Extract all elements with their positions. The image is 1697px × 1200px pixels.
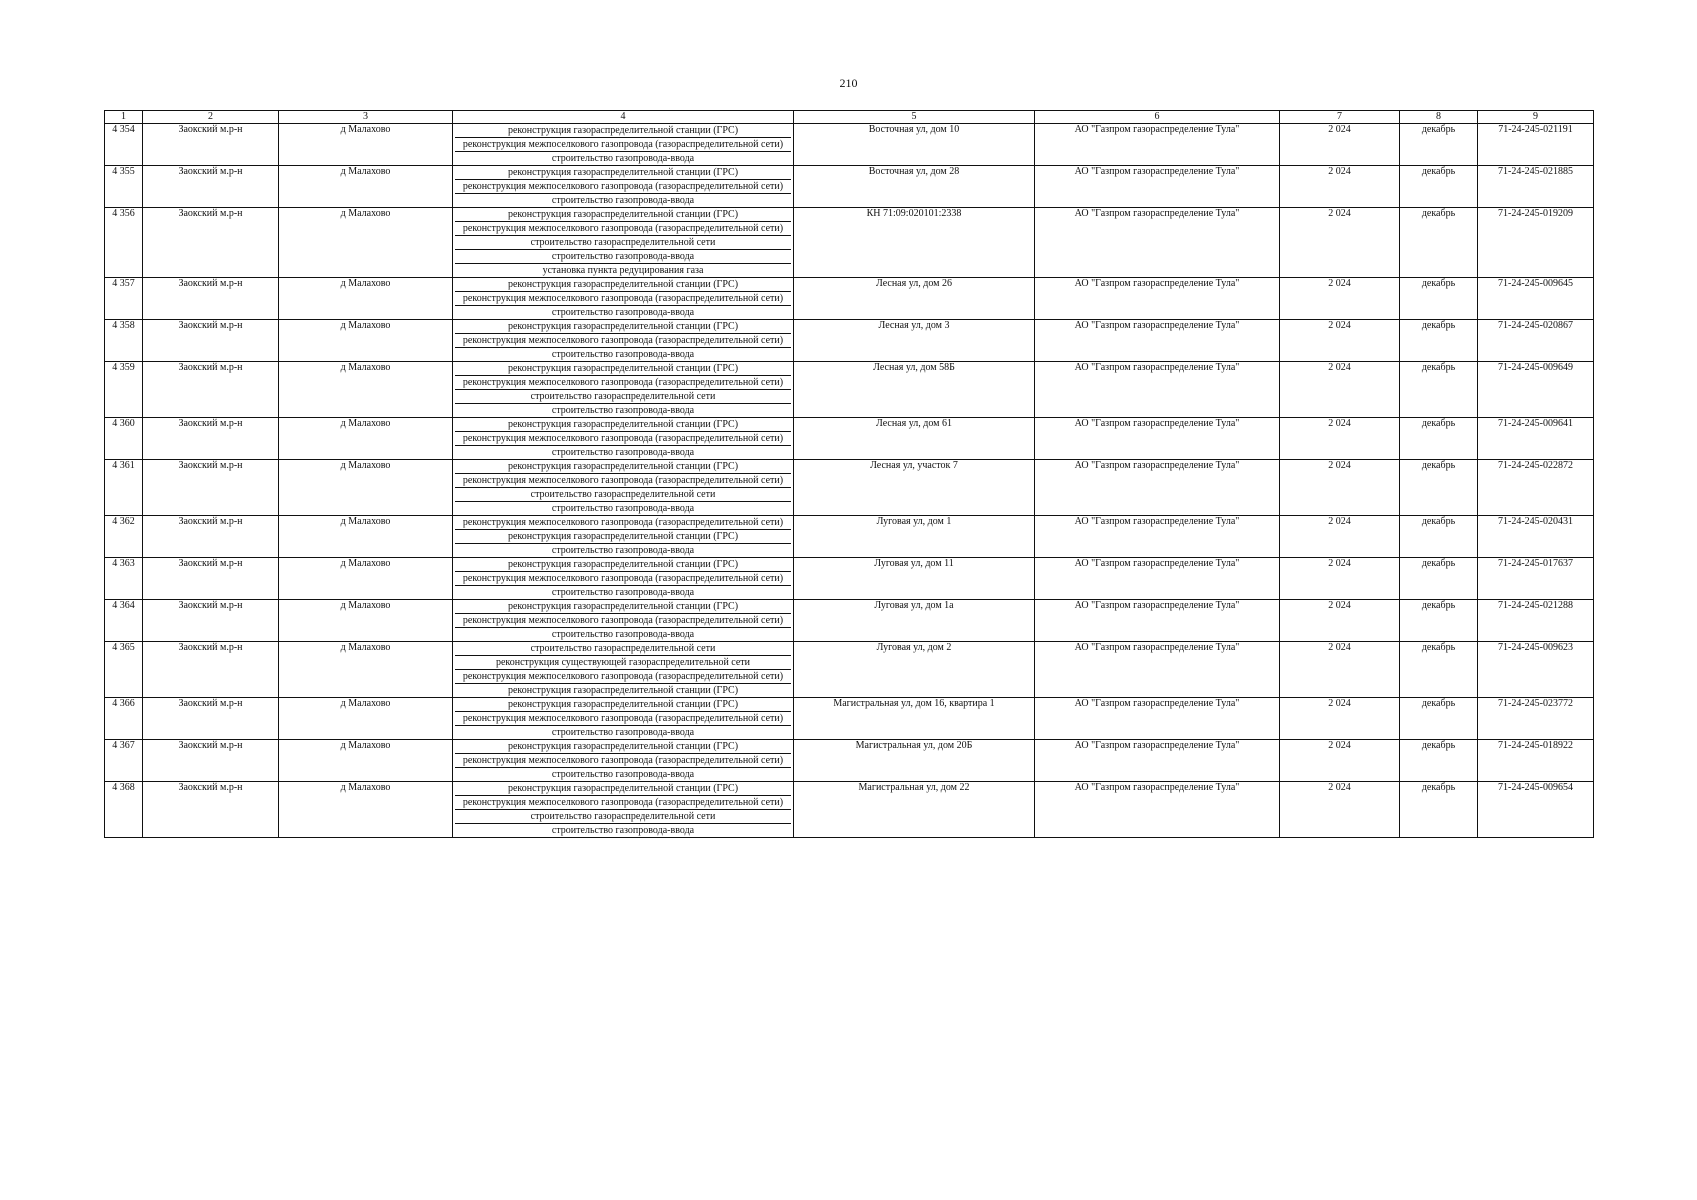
- locality-cell: д Малахово: [279, 166, 453, 208]
- work-item: реконструкция межпоселкового газопровода (газораспределительной сети): [455, 431, 791, 445]
- organization-cell: АО "Газпром газораспределение Тула": [1035, 740, 1280, 782]
- work-item: реконструкция газораспределительной станции (ГРС): [507, 167, 739, 178]
- work-item: строительство газопровода-ввода: [455, 249, 791, 263]
- work-item: установка пункта редуцирования газа: [455, 263, 791, 277]
- address-cell: Восточная ул, дом 28: [794, 166, 1035, 208]
- year-cell: 2 024: [1280, 558, 1400, 600]
- district-cell: Заокский м.р-н: [143, 124, 279, 166]
- work-item: реконструкция межпоселкового газопровода (газораспределительной сети): [455, 753, 791, 767]
- locality-cell: д Малахово: [279, 418, 453, 460]
- table-row: [105, 320, 1594, 362]
- code-cell: 71-24-245-022872: [1478, 460, 1594, 516]
- work-item: реконструкция существующей газораспределительной сети: [455, 655, 791, 669]
- address-cell: Лесная ул, дом 61: [794, 418, 1035, 460]
- organization-cell: АО "Газпром газораспределение Тула": [1035, 600, 1280, 642]
- month-cell: декабрь: [1400, 516, 1478, 558]
- address-cell: Магистральная ул, дом 22: [794, 782, 1035, 838]
- code-cell: 71-24-245-017637: [1478, 558, 1594, 600]
- works-cell: [453, 740, 794, 782]
- code-cell: 71-24-245-023772: [1478, 698, 1594, 740]
- work-item: строительство газопровода-ввода: [455, 823, 791, 837]
- work-item: реконструкция межпоселкового газопровода (газораспределительной сети): [455, 291, 791, 305]
- row-number: 4 361: [105, 460, 143, 516]
- locality-cell: д Малахово: [279, 516, 453, 558]
- works-cell: [453, 782, 794, 838]
- column-header: 6: [1035, 111, 1280, 124]
- code-cell: 71-24-245-019209: [1478, 208, 1594, 278]
- organization-cell: АО "Газпром газораспределение Тула": [1035, 362, 1280, 418]
- works-cell: [453, 642, 794, 698]
- work-item: реконструкция газораспределительной станции (ГРС): [507, 699, 739, 710]
- table-row: [105, 460, 1594, 516]
- column-header: 5: [794, 111, 1035, 124]
- table-row: [105, 362, 1594, 418]
- page-number: 210: [839, 76, 858, 90]
- works-cell: [453, 698, 794, 740]
- work-item: строительство газопровода-ввода: [455, 585, 791, 599]
- work-item: реконструкция газораспределительной станции (ГРС): [507, 461, 739, 472]
- district-cell: Заокский м.р-н: [143, 166, 279, 208]
- year-cell: 2 024: [1280, 208, 1400, 278]
- work-item: строительство газопровода-ввода: [455, 193, 791, 207]
- work-item: строительство газопровода-ввода: [455, 725, 791, 739]
- year-cell: 2 024: [1280, 698, 1400, 740]
- code-cell: 71-24-245-018922: [1478, 740, 1594, 782]
- work-item: реконструкция газораспределительной станции (ГРС): [507, 559, 739, 570]
- works-cell: [453, 208, 794, 278]
- work-item: реконструкция межпоселкового газопровода (газораспределительной сети): [455, 571, 791, 585]
- work-item: строительство газопровода-ввода: [455, 151, 791, 165]
- locality-cell: д Малахово: [279, 600, 453, 642]
- column-header: 7: [1280, 111, 1400, 124]
- year-cell: 2 024: [1280, 782, 1400, 838]
- work-item: реконструкция газораспределительной станции (ГРС): [455, 529, 791, 543]
- code-cell: 71-24-245-009654: [1478, 782, 1594, 838]
- month-cell: декабрь: [1400, 320, 1478, 362]
- table-row: [105, 516, 1594, 558]
- row-number: 4 366: [105, 698, 143, 740]
- table-row: [105, 740, 1594, 782]
- year-cell: 2 024: [1280, 278, 1400, 320]
- table-row: [105, 166, 1594, 208]
- work-item: реконструкция газораспределительной станции (ГРС): [507, 279, 739, 290]
- address-cell: Лесная ул, дом 3: [794, 320, 1035, 362]
- column-header: 4: [453, 111, 794, 124]
- month-cell: декабрь: [1400, 642, 1478, 698]
- work-item: строительство газопровода-ввода: [455, 543, 791, 557]
- district-cell: Заокский м.р-н: [143, 418, 279, 460]
- address-cell: Восточная ул, дом 10: [794, 124, 1035, 166]
- column-header: 8: [1400, 111, 1478, 124]
- organization-cell: АО "Газпром газораспределение Тула": [1035, 642, 1280, 698]
- work-item: реконструкция газораспределительной станции (ГРС): [507, 321, 739, 332]
- work-item: реконструкция газораспределительной станции (ГРС): [507, 209, 739, 220]
- table-row: [105, 124, 1594, 166]
- organization-cell: АО "Газпром газораспределение Тула": [1035, 208, 1280, 278]
- row-number: 4 359: [105, 362, 143, 418]
- row-number: 4 362: [105, 516, 143, 558]
- code-cell: 71-24-245-021288: [1478, 600, 1594, 642]
- table-row: [105, 600, 1594, 642]
- year-cell: 2 024: [1280, 600, 1400, 642]
- row-number: 4 367: [105, 740, 143, 782]
- work-item: строительство газораспределительной сети: [455, 389, 791, 403]
- work-item: реконструкция межпоселкового газопровода (газораспределительной сети): [455, 221, 791, 235]
- organization-cell: АО "Газпром газораспределение Тула": [1035, 418, 1280, 460]
- column-header: 1: [105, 111, 143, 124]
- works-cell: [453, 320, 794, 362]
- work-item: строительство газопровода-ввода: [455, 305, 791, 319]
- row-number: 4 355: [105, 166, 143, 208]
- column-number-header: [105, 111, 1594, 124]
- address-cell: Лесная ул, дом 26: [794, 278, 1035, 320]
- month-cell: декабрь: [1400, 460, 1478, 516]
- works-cell: [453, 600, 794, 642]
- year-cell: 2 024: [1280, 516, 1400, 558]
- work-item: строительство газопровода-ввода: [455, 347, 791, 361]
- work-item: строительство газораспределительной сети: [455, 235, 791, 249]
- work-item: реконструкция межпоселкового газопровода (газораспределительной сети): [455, 333, 791, 347]
- locality-cell: д Малахово: [279, 208, 453, 278]
- organization-cell: АО "Газпром газораспределение Тула": [1035, 558, 1280, 600]
- month-cell: декабрь: [1400, 782, 1478, 838]
- table-body: [105, 124, 1594, 838]
- works-cell: [453, 418, 794, 460]
- month-cell: декабрь: [1400, 166, 1478, 208]
- address-cell: Луговая ул, дом 1: [794, 516, 1035, 558]
- row-number: 4 354: [105, 124, 143, 166]
- year-cell: 2 024: [1280, 642, 1400, 698]
- work-item: реконструкция межпоселкового газопровода (газораспределительной сети): [455, 137, 791, 151]
- code-cell: 71-24-245-009641: [1478, 418, 1594, 460]
- district-cell: Заокский м.р-н: [143, 208, 279, 278]
- work-item: строительство газопровода-ввода: [455, 767, 791, 781]
- row-number: 4 368: [105, 782, 143, 838]
- year-cell: 2 024: [1280, 320, 1400, 362]
- district-cell: Заокский м.р-н: [143, 460, 279, 516]
- works-cell: [453, 166, 794, 208]
- organization-cell: АО "Газпром газораспределение Тула": [1035, 278, 1280, 320]
- district-cell: Заокский м.р-н: [143, 698, 279, 740]
- works-table: [104, 110, 1594, 838]
- month-cell: декабрь: [1400, 740, 1478, 782]
- row-number: 4 360: [105, 418, 143, 460]
- row-number: 4 358: [105, 320, 143, 362]
- locality-cell: д Малахово: [279, 460, 453, 516]
- work-item: строительство газопровода-ввода: [455, 445, 791, 459]
- district-cell: Заокский м.р-н: [143, 782, 279, 838]
- work-item: реконструкция межпоселкового газопровода (газораспределительной сети): [455, 473, 791, 487]
- code-cell: 71-24-245-009623: [1478, 642, 1594, 698]
- month-cell: декабрь: [1400, 698, 1478, 740]
- work-item: реконструкция межпоселкового газопровода (газораспределительной сети): [455, 711, 791, 725]
- work-item: реконструкция межпоселкового газопровода (газораспределительной сети): [455, 795, 791, 809]
- row-number: 4 363: [105, 558, 143, 600]
- district-cell: Заокский м.р-н: [143, 278, 279, 320]
- work-item: строительство газораспределительной сети: [455, 809, 791, 823]
- address-cell: Луговая ул, дом 11: [794, 558, 1035, 600]
- column-header: 3: [279, 111, 453, 124]
- work-item: реконструкция межпоселкового газопровода (газораспределительной сети): [462, 517, 784, 528]
- work-item: реконструкция межпоселкового газопровода (газораспределительной сети): [455, 375, 791, 389]
- month-cell: декабрь: [1400, 600, 1478, 642]
- district-cell: Заокский м.р-н: [143, 516, 279, 558]
- row-number: 4 357: [105, 278, 143, 320]
- row-number: 4 356: [105, 208, 143, 278]
- work-item: строительство газопровода-ввода: [455, 403, 791, 417]
- column-header: 2: [143, 111, 279, 124]
- locality-cell: д Малахово: [279, 642, 453, 698]
- work-item: строительство газопровода-ввода: [455, 627, 791, 641]
- address-cell: Лесная ул, дом 58Б: [794, 362, 1035, 418]
- year-cell: 2 024: [1280, 166, 1400, 208]
- work-item: реконструкция газораспределительной станции (ГРС): [507, 125, 739, 136]
- table-row: [105, 278, 1594, 320]
- work-item: реконструкция газораспределительной станции (ГРС): [507, 741, 739, 752]
- table-row: [105, 418, 1594, 460]
- works-cell: [453, 124, 794, 166]
- code-cell: 71-24-245-020867: [1478, 320, 1594, 362]
- address-cell: Луговая ул, дом 1а: [794, 600, 1035, 642]
- district-cell: Заокский м.р-н: [143, 740, 279, 782]
- work-item: реконструкция газораспределительной станции (ГРС): [507, 601, 739, 612]
- address-cell: Магистральная ул, дом 16, квартира 1: [794, 698, 1035, 740]
- works-cell: [453, 516, 794, 558]
- code-cell: 71-24-245-009649: [1478, 362, 1594, 418]
- district-cell: Заокский м.р-н: [143, 642, 279, 698]
- address-cell: КН 71:09:020101:2338: [794, 208, 1035, 278]
- work-item: реконструкция межпоселкового газопровода (газораспределительной сети): [455, 179, 791, 193]
- column-header: 9: [1478, 111, 1594, 124]
- organization-cell: АО "Газпром газораспределение Тула": [1035, 320, 1280, 362]
- locality-cell: д Малахово: [279, 558, 453, 600]
- work-item: реконструкция газораспределительной станции (ГРС): [507, 363, 739, 374]
- locality-cell: д Малахово: [279, 278, 453, 320]
- locality-cell: д Малахово: [279, 124, 453, 166]
- organization-cell: АО "Газпром газораспределение Тула": [1035, 516, 1280, 558]
- works-cell: [453, 558, 794, 600]
- locality-cell: д Малахово: [279, 740, 453, 782]
- locality-cell: д Малахово: [279, 698, 453, 740]
- work-item: реконструкция межпоселкового газопровода (газораспределительной сети): [455, 669, 791, 683]
- table-row: [105, 698, 1594, 740]
- year-cell: 2 024: [1280, 362, 1400, 418]
- table-row: [105, 208, 1594, 278]
- code-cell: 71-24-245-021885: [1478, 166, 1594, 208]
- works-cell: [453, 460, 794, 516]
- work-item: строительство газопровода-ввода: [455, 501, 791, 515]
- district-cell: Заокский м.р-н: [143, 362, 279, 418]
- work-item: реконструкция межпоселкового газопровода (газораспределительной сети): [455, 613, 791, 627]
- works-cell: [453, 362, 794, 418]
- table-row: [105, 558, 1594, 600]
- month-cell: декабрь: [1400, 208, 1478, 278]
- year-cell: 2 024: [1280, 460, 1400, 516]
- code-cell: 71-24-245-021191: [1478, 124, 1594, 166]
- table-row: [105, 642, 1594, 698]
- address-cell: Лесная ул, участок 7: [794, 460, 1035, 516]
- year-cell: 2 024: [1280, 418, 1400, 460]
- row-number: 4 365: [105, 642, 143, 698]
- work-item: реконструкция газораспределительной станции (ГРС): [507, 419, 739, 430]
- month-cell: декабрь: [1400, 362, 1478, 418]
- organization-cell: АО "Газпром газораспределение Тула": [1035, 782, 1280, 838]
- code-cell: 71-24-245-009645: [1478, 278, 1594, 320]
- year-cell: 2 024: [1280, 740, 1400, 782]
- works-cell: [453, 278, 794, 320]
- code-cell: 71-24-245-020431: [1478, 516, 1594, 558]
- month-cell: декабрь: [1400, 418, 1478, 460]
- district-cell: Заокский м.р-н: [143, 558, 279, 600]
- work-item: реконструкция газораспределительной станции (ГРС): [507, 783, 739, 794]
- year-cell: 2 024: [1280, 124, 1400, 166]
- organization-cell: АО "Газпром газораспределение Тула": [1035, 166, 1280, 208]
- locality-cell: д Малахово: [279, 320, 453, 362]
- organization-cell: АО "Газпром газораспределение Тула": [1035, 698, 1280, 740]
- month-cell: декабрь: [1400, 278, 1478, 320]
- month-cell: декабрь: [1400, 558, 1478, 600]
- work-item: строительство газораспределительной сети: [530, 643, 716, 654]
- address-cell: Магистральная ул, дом 20Б: [794, 740, 1035, 782]
- locality-cell: д Малахово: [279, 362, 453, 418]
- organization-cell: АО "Газпром газораспределение Тула": [1035, 124, 1280, 166]
- table-row: [105, 782, 1594, 838]
- locality-cell: д Малахово: [279, 782, 453, 838]
- district-cell: Заокский м.р-н: [143, 600, 279, 642]
- organization-cell: АО "Газпром газораспределение Тула": [1035, 460, 1280, 516]
- work-item: реконструкция газораспределительной станции (ГРС): [455, 683, 791, 697]
- address-cell: Луговая ул, дом 2: [794, 642, 1035, 698]
- month-cell: декабрь: [1400, 124, 1478, 166]
- district-cell: Заокский м.р-н: [143, 320, 279, 362]
- work-item: строительство газораспределительной сети: [455, 487, 791, 501]
- row-number: 4 364: [105, 600, 143, 642]
